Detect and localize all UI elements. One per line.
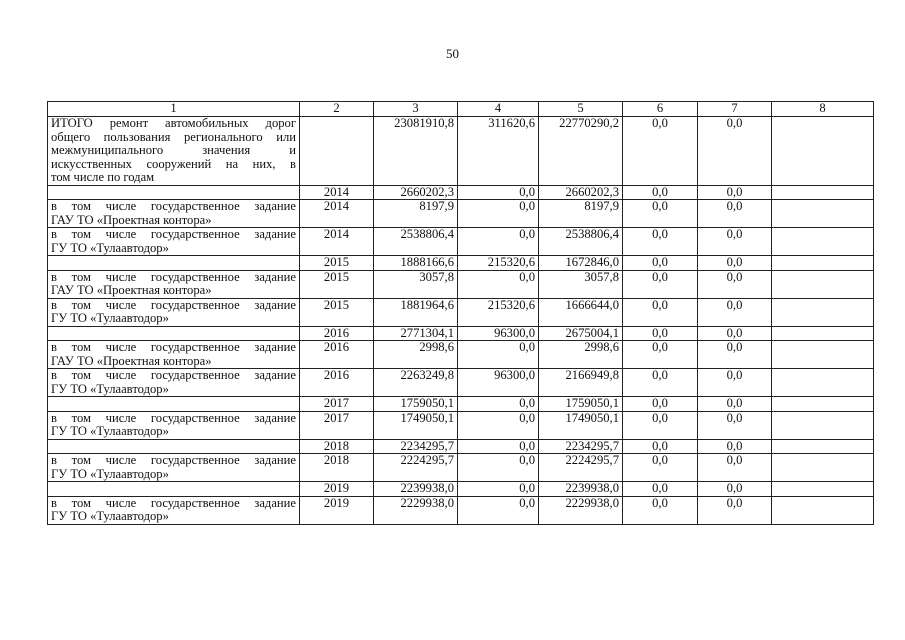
description-line: ГУ ТО «Тулаавтодор» bbox=[51, 424, 169, 438]
extrabudgetary-amount-cell: 0,0 bbox=[698, 200, 772, 228]
year-cell: 2014 bbox=[300, 185, 374, 200]
extrabudgetary-amount-cell: 0,0 bbox=[698, 341, 772, 369]
description-line: том числе по годам bbox=[51, 170, 155, 184]
note-cell bbox=[772, 270, 874, 298]
local-amount-cell: 0,0 bbox=[623, 326, 698, 341]
total-amount-cell: 1749050,1 bbox=[374, 411, 458, 439]
description-line: межмуниципального значения и bbox=[51, 143, 296, 157]
description-line: общего пользования регионального или bbox=[51, 129, 296, 144]
extrabudgetary-amount-cell: 0,0 bbox=[698, 185, 772, 200]
row-description bbox=[48, 200, 300, 228]
regional-amount-cell: 2675004,1 bbox=[539, 326, 623, 341]
year-cell: 2018 bbox=[300, 454, 374, 482]
note-cell bbox=[772, 496, 874, 524]
column-header: 7 bbox=[698, 102, 772, 117]
local-amount-cell: 0,0 bbox=[623, 228, 698, 256]
table-row bbox=[48, 439, 874, 454]
regional-amount-cell: 22770290,2 bbox=[539, 117, 623, 186]
year-cell: 2014 bbox=[300, 228, 374, 256]
note-cell bbox=[772, 439, 874, 454]
description-line: ГУ ТО «Тулаавтодор» bbox=[51, 311, 169, 325]
regional-amount-cell: 2660202,3 bbox=[539, 185, 623, 200]
year-cell: 2015 bbox=[300, 270, 374, 298]
table-row bbox=[48, 496, 874, 524]
description-line bbox=[51, 397, 296, 411]
regional-amount-cell: 1672846,0 bbox=[539, 256, 623, 271]
federal-amount-cell: 0,0 bbox=[458, 185, 539, 200]
description-line: ГАУ ТО «Проектная контора» bbox=[51, 212, 212, 227]
total-amount-cell: 1888166,6 bbox=[374, 256, 458, 271]
description-line: в том числе государственное задание bbox=[51, 199, 296, 213]
regional-amount-cell: 2998,6 bbox=[539, 341, 623, 369]
extrabudgetary-amount-cell: 0,0 bbox=[698, 482, 772, 497]
column-header: 5 bbox=[539, 102, 623, 117]
extrabudgetary-amount-cell: 0,0 bbox=[698, 117, 772, 186]
year-cell: 2014 bbox=[300, 200, 374, 228]
federal-amount-cell: 0,0 bbox=[458, 397, 539, 412]
table-row bbox=[48, 369, 874, 397]
extrabudgetary-amount-cell: 0,0 bbox=[698, 454, 772, 482]
table-row bbox=[48, 397, 874, 412]
total-amount-cell: 1881964,6 bbox=[374, 298, 458, 326]
note-cell bbox=[772, 185, 874, 200]
row-description bbox=[48, 228, 300, 256]
regional-amount-cell: 1749050,1 bbox=[539, 411, 623, 439]
local-amount-cell: 0,0 bbox=[623, 256, 698, 271]
table-body bbox=[48, 117, 874, 525]
row-description bbox=[48, 369, 300, 397]
regional-amount-cell: 2229938,0 bbox=[539, 496, 623, 524]
description-line: ГАУ ТО «Проектная контора» bbox=[51, 353, 212, 368]
description-line: ИТОГО ремонт автомобильных дорог bbox=[51, 116, 296, 130]
total-amount-cell: 3057,8 bbox=[374, 270, 458, 298]
description-line: в том числе государственное задание bbox=[51, 340, 296, 354]
extrabudgetary-amount-cell: 0,0 bbox=[698, 256, 772, 271]
federal-amount-cell: 0,0 bbox=[458, 439, 539, 454]
federal-amount-cell: 96300,0 bbox=[458, 369, 539, 397]
description-line: в том числе государственное задание bbox=[51, 368, 296, 382]
regional-amount-cell: 3057,8 bbox=[539, 270, 623, 298]
regional-amount-cell: 8197,9 bbox=[539, 200, 623, 228]
year-cell: 2019 bbox=[300, 496, 374, 524]
header-row bbox=[48, 102, 874, 117]
local-amount-cell: 0,0 bbox=[623, 397, 698, 412]
regional-amount-cell: 1759050,1 bbox=[539, 397, 623, 412]
description-line: в том числе государственное задание bbox=[51, 453, 296, 467]
local-amount-cell: 0,0 bbox=[623, 482, 698, 497]
table-row bbox=[48, 411, 874, 439]
year-cell: 2017 bbox=[300, 411, 374, 439]
table-row bbox=[48, 117, 874, 186]
regional-amount-cell: 2538806,4 bbox=[539, 228, 623, 256]
year-cell: 2015 bbox=[300, 298, 374, 326]
local-amount-cell: 0,0 bbox=[623, 496, 698, 524]
description-line bbox=[51, 482, 296, 496]
extrabudgetary-amount-cell: 0,0 bbox=[698, 496, 772, 524]
description-line: ГУ ТО «Тулаавтодор» bbox=[51, 509, 169, 523]
table-row bbox=[48, 482, 874, 497]
federal-amount-cell: 0,0 bbox=[458, 270, 539, 298]
table-row bbox=[48, 454, 874, 482]
federal-amount-cell: 0,0 bbox=[458, 228, 539, 256]
note-cell bbox=[772, 341, 874, 369]
local-amount-cell: 0,0 bbox=[623, 454, 698, 482]
column-header: 3 bbox=[374, 102, 458, 117]
note-cell bbox=[772, 228, 874, 256]
regional-amount-cell: 2234295,7 bbox=[539, 439, 623, 454]
description-line: ГУ ТО «Тулаавтодор» bbox=[51, 381, 169, 396]
row-description bbox=[48, 439, 300, 454]
note-cell bbox=[772, 482, 874, 497]
description-line bbox=[51, 186, 296, 200]
note-cell bbox=[772, 117, 874, 186]
table-row bbox=[48, 185, 874, 200]
column-header: 1 bbox=[48, 102, 300, 117]
description-line: в том числе государственное задание bbox=[51, 496, 296, 510]
federal-amount-cell: 0,0 bbox=[458, 341, 539, 369]
description-line: в том числе государственное задание bbox=[51, 227, 296, 241]
total-amount-cell: 2998,6 bbox=[374, 341, 458, 369]
total-amount-cell: 2263249,8 bbox=[374, 369, 458, 397]
extrabudgetary-amount-cell: 0,0 bbox=[698, 397, 772, 412]
note-cell bbox=[772, 454, 874, 482]
federal-amount-cell: 0,0 bbox=[458, 200, 539, 228]
total-amount-cell: 2538806,4 bbox=[374, 228, 458, 256]
year-cell: 2016 bbox=[300, 369, 374, 397]
local-amount-cell: 0,0 bbox=[623, 200, 698, 228]
local-amount-cell: 0,0 bbox=[623, 117, 698, 186]
note-cell bbox=[772, 256, 874, 271]
local-amount-cell: 0,0 bbox=[623, 369, 698, 397]
local-amount-cell: 0,0 bbox=[623, 411, 698, 439]
extrabudgetary-amount-cell: 0,0 bbox=[698, 411, 772, 439]
year-cell: 2017 bbox=[300, 397, 374, 412]
column-header: 4 bbox=[458, 102, 539, 117]
local-amount-cell: 0,0 bbox=[623, 439, 698, 454]
description-line: ГАУ ТО «Проектная контора» bbox=[51, 283, 212, 297]
local-amount-cell: 0,0 bbox=[623, 341, 698, 369]
row-description bbox=[48, 270, 300, 298]
row-description bbox=[48, 341, 300, 369]
row-description bbox=[48, 397, 300, 412]
description-line: в том числе государственное задание bbox=[51, 411, 296, 425]
federal-amount-cell: 96300,0 bbox=[458, 326, 539, 341]
description-line: в том числе государственное задание bbox=[51, 270, 296, 284]
note-cell bbox=[772, 200, 874, 228]
description-line bbox=[51, 327, 296, 341]
note-cell bbox=[772, 298, 874, 326]
description-line bbox=[51, 256, 296, 270]
total-amount-cell: 2229938,0 bbox=[374, 496, 458, 524]
table-row bbox=[48, 341, 874, 369]
federal-amount-cell: 311620,6 bbox=[458, 117, 539, 186]
year-cell: 2018 bbox=[300, 439, 374, 454]
table-row bbox=[48, 200, 874, 228]
description-line: искусственных сооружений на них, в bbox=[51, 156, 296, 171]
row-description bbox=[48, 496, 300, 524]
regional-amount-cell: 2166949,8 bbox=[539, 369, 623, 397]
local-amount-cell: 0,0 bbox=[623, 298, 698, 326]
row-description bbox=[48, 256, 300, 271]
table-row bbox=[48, 228, 874, 256]
year-cell: 2016 bbox=[300, 341, 374, 369]
year-cell: 2019 bbox=[300, 482, 374, 497]
total-amount-cell: 2239938,0 bbox=[374, 482, 458, 497]
table-row bbox=[48, 256, 874, 271]
note-cell bbox=[772, 397, 874, 412]
table-row bbox=[48, 298, 874, 326]
column-header: 2 bbox=[300, 102, 374, 117]
total-amount-cell: 2224295,7 bbox=[374, 454, 458, 482]
total-amount-cell: 1759050,1 bbox=[374, 397, 458, 412]
regional-amount-cell: 2239938,0 bbox=[539, 482, 623, 497]
column-header: 8 bbox=[772, 102, 874, 117]
row-description bbox=[48, 411, 300, 439]
federal-amount-cell: 0,0 bbox=[458, 482, 539, 497]
row-description bbox=[48, 117, 300, 186]
local-amount-cell: 0,0 bbox=[623, 270, 698, 298]
table-row bbox=[48, 326, 874, 341]
total-amount-cell: 8197,9 bbox=[374, 200, 458, 228]
note-cell bbox=[772, 369, 874, 397]
extrabudgetary-amount-cell: 0,0 bbox=[698, 270, 772, 298]
description-line: в том числе государственное задание bbox=[51, 298, 296, 312]
federal-amount-cell: 0,0 bbox=[458, 411, 539, 439]
federal-amount-cell: 0,0 bbox=[458, 454, 539, 482]
federal-amount-cell: 0,0 bbox=[458, 496, 539, 524]
year-cell: 2016 bbox=[300, 326, 374, 341]
year-cell bbox=[300, 117, 374, 186]
extrabudgetary-amount-cell: 0,0 bbox=[698, 439, 772, 454]
federal-amount-cell: 215320,6 bbox=[458, 256, 539, 271]
page-number: 50 bbox=[446, 46, 459, 61]
extrabudgetary-amount-cell: 0,0 bbox=[698, 228, 772, 256]
description-line bbox=[51, 440, 296, 454]
row-description bbox=[48, 482, 300, 497]
total-amount-cell: 2771304,1 bbox=[374, 326, 458, 341]
description-line: ГУ ТО «Тулаавтодор» bbox=[51, 240, 169, 255]
total-amount-cell: 2660202,3 bbox=[374, 185, 458, 200]
regional-amount-cell: 1666644,0 bbox=[539, 298, 623, 326]
year-cell: 2015 bbox=[300, 256, 374, 271]
description-line: ГУ ТО «Тулаавтодор» bbox=[51, 466, 169, 481]
extrabudgetary-amount-cell: 0,0 bbox=[698, 326, 772, 341]
table-row bbox=[48, 270, 874, 298]
note-cell bbox=[772, 411, 874, 439]
federal-amount-cell: 215320,6 bbox=[458, 298, 539, 326]
regional-amount-cell: 2224295,7 bbox=[539, 454, 623, 482]
row-description bbox=[48, 326, 300, 341]
row-description bbox=[48, 454, 300, 482]
budget-table bbox=[47, 101, 874, 525]
extrabudgetary-amount-cell: 0,0 bbox=[698, 298, 772, 326]
total-amount-cell: 23081910,8 bbox=[374, 117, 458, 186]
note-cell bbox=[772, 326, 874, 341]
local-amount-cell: 0,0 bbox=[623, 185, 698, 200]
column-header: 6 bbox=[623, 102, 698, 117]
total-amount-cell: 2234295,7 bbox=[374, 439, 458, 454]
row-description bbox=[48, 298, 300, 326]
row-description bbox=[48, 185, 300, 200]
extrabudgetary-amount-cell: 0,0 bbox=[698, 369, 772, 397]
